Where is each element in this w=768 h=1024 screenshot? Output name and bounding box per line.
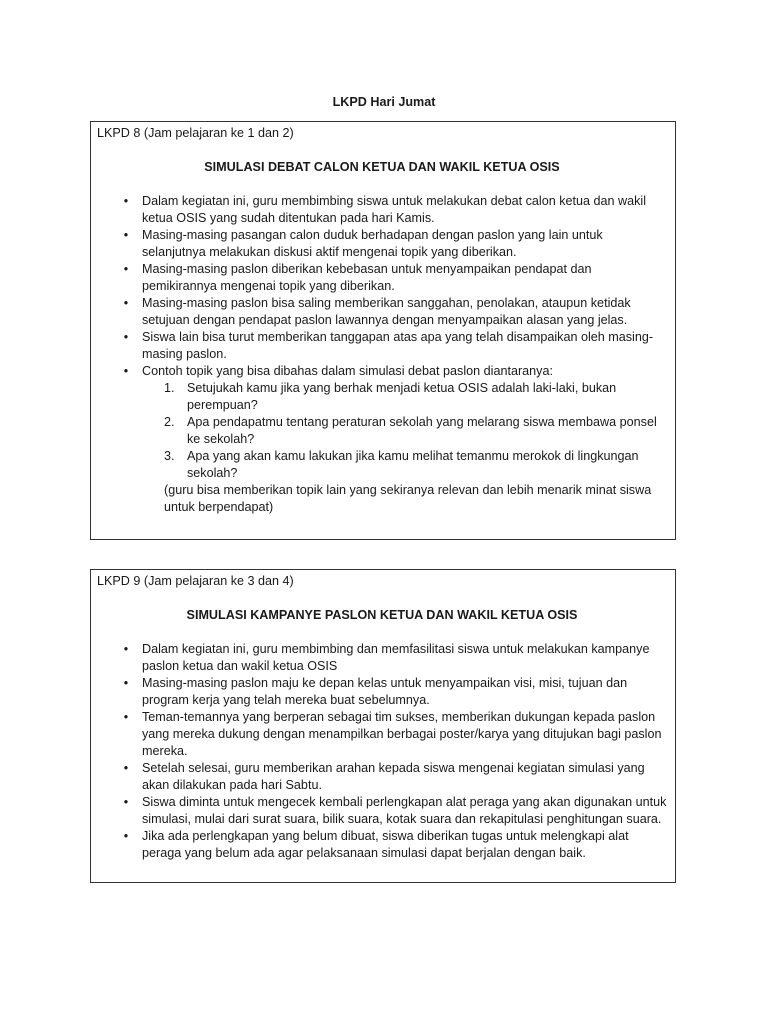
bullet-icon: • <box>123 795 129 809</box>
bullet-icon: • <box>123 330 129 344</box>
list-item <box>97 329 667 363</box>
bullet-icon: • <box>123 710 129 724</box>
list-item <box>97 794 667 828</box>
bullet-icon: • <box>123 761 129 775</box>
list-item <box>97 227 667 261</box>
topic-text: Apa yang akan kamu lakukan jika kamu melihat temanmu merokok di lingkungan sekolah? <box>187 449 639 480</box>
lkpd8-heading: SIMULASI DEBAT CALON KETUA DAN WAKIL KETUA OSIS <box>204 160 560 174</box>
bullet-icon: • <box>123 829 129 843</box>
lkpd9-heading: SIMULASI KAMPANYE PASLON KETUA DAN WAKIL KETUA OSIS <box>186 608 578 622</box>
lkpd9-bullet-list <box>97 641 667 862</box>
bullet-icon: • <box>123 296 129 310</box>
list-item <box>97 828 667 862</box>
topic-item <box>142 380 667 414</box>
list-item <box>97 760 667 794</box>
lkpd9-header: LKPD 9 (Jam pelajaran ke 3 dan 4) <box>97 574 294 588</box>
list-item-text: Dalam kegiatan ini, guru membimbing siswa untuk melakukan debat calon ketua dan wakil ketua OSIS yang sudah ditentukan pada hari Kamis. <box>142 194 647 225</box>
topic-number: 1. <box>164 381 175 395</box>
list-item-text: Masing-masing paslon maju ke depan kelas untuk menyampaikan visi, misi, tujuan dan program kerja yang telah mereka buat sebelumnya. <box>142 676 628 707</box>
list-item-text: Dalam kegiatan ini, guru membimbing dan memfasilitasi siswa untuk melakukan kampanye paslon ketua dan wakil ketua OSIS <box>142 642 650 673</box>
list-item-text: Teman-temannya yang berperan sebagai tim sukses, memberikan dukungan kepada paslon yang mereka dukung dengan menampilkan berbagai poster/karya yang ditujukan bagi paslon mereka. <box>142 710 662 758</box>
lkpd8-bullet-list <box>97 193 667 516</box>
topic-number: 2. <box>164 415 175 429</box>
bullet-icon: • <box>123 194 129 208</box>
list-item-text: Contoh topik yang bisa dibahas dalam simulasi debat paslon diantaranya: <box>142 364 553 378</box>
lkpd8-header: LKPD 8 (Jam pelajaran ke 1 dan 2) <box>97 126 294 140</box>
list-item-text: Setelah selesai, guru memberikan arahan kepada siswa mengenai kegiatan simulasi yang akan dilakukan pada hari Sabtu. <box>142 761 645 792</box>
list-item <box>97 363 667 516</box>
list-item-text: Masing-masing pasangan calon duduk berhadapan dengan paslon yang lain untuk selanjutnya melakukan diskusi aktif mengenai topik yang diberikan. <box>142 228 603 259</box>
list-item-text: Jika ada perlengkapan yang belum dibuat, siswa diberikan tugas untuk melengkapi alat peraga yang belum ada agar pelaksanaan simulasi dapat berjalan dengan baik. <box>142 829 629 860</box>
bullet-icon: • <box>123 262 129 276</box>
list-item-text: Siswa lain bisa turut memberikan tanggapan atas apa yang telah disampaikan oleh masing-masing paslon. <box>142 330 654 361</box>
list-item-text: Masing-masing paslon diberikan kebebasan untuk menyampaikan pendapat dan pemikirannya mengenai topik yang diberikan. <box>142 262 592 293</box>
bullet-icon: • <box>123 228 129 242</box>
topic-item <box>142 448 667 482</box>
topic-item <box>142 414 667 448</box>
list-item <box>97 295 667 329</box>
topic-text: Apa pendapatmu tentang peraturan sekolah yang melarang siswa membawa ponsel ke sekolah? <box>187 415 657 446</box>
list-item <box>97 641 667 675</box>
list-item <box>97 709 667 760</box>
topic-note: (guru bisa memberikan topik lain yang sekiranya relevan dan lebih menarik minat siswa untuk berpendapat) <box>164 483 652 514</box>
topic-text: Setujukah kamu jika yang berhak menjadi ketua OSIS adalah laki-laki, bukan perempuan? <box>187 381 617 412</box>
list-item <box>97 261 667 295</box>
bullet-icon: • <box>123 364 129 378</box>
lkpd9-box <box>90 569 676 883</box>
lkpd8-box <box>90 121 676 540</box>
page-title: LKPD Hari Jumat <box>332 95 436 109</box>
topic-number: 3. <box>164 449 175 463</box>
list-item <box>97 193 667 227</box>
topic-list <box>142 380 667 482</box>
list-item-text: Masing-masing paslon bisa saling memberikan sanggahan, penolakan, ataupun ketidak setujuan dengan pendapat paslon lawannya dengan menyampaikan alasan yang jelas. <box>142 296 631 327</box>
bullet-icon: • <box>123 676 129 690</box>
list-item-text: Siswa diminta untuk mengecek kembali perlengkapan alat peraga yang akan digunakan untuk simulasi, mulai dari surat suara, bilik suara, kotak suara dan rekapitulasi penghitungan suara. <box>142 795 667 826</box>
list-item <box>97 675 667 709</box>
bullet-icon: • <box>123 642 129 656</box>
